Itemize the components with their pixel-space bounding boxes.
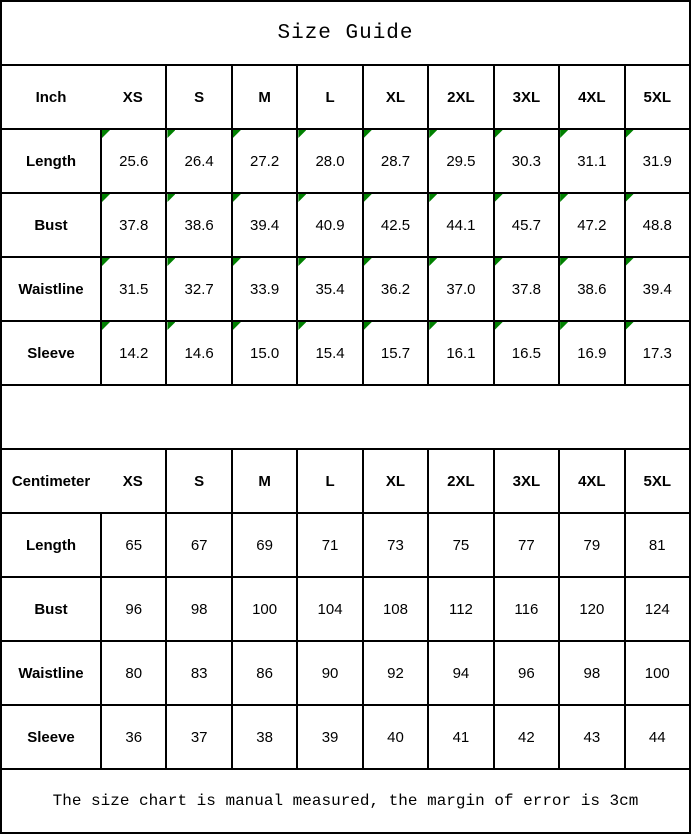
size-column-header: XL bbox=[362, 450, 427, 512]
measurement-value: 98 bbox=[583, 664, 601, 682]
measurement-value: 44 bbox=[648, 728, 666, 746]
cm-table-body bbox=[2, 512, 689, 768]
measurement-value-cell bbox=[493, 322, 558, 384]
measurement-value: 29.5 bbox=[446, 152, 476, 170]
size-column-header: 2XL bbox=[427, 450, 492, 512]
measurement-row bbox=[2, 512, 689, 576]
measurement-value-cell bbox=[493, 642, 558, 704]
green-corner-flag-icon bbox=[167, 130, 175, 138]
measurement-value-cell bbox=[624, 514, 689, 576]
size-column-header: 2XL bbox=[427, 66, 492, 128]
measurement-value: 100 bbox=[252, 600, 278, 618]
measurement-value: 43 bbox=[583, 728, 601, 746]
green-corner-flag-icon bbox=[233, 130, 241, 138]
measurement-value: 28.0 bbox=[315, 152, 345, 170]
measurement-value-cell bbox=[100, 642, 165, 704]
measurement-value-cell bbox=[558, 642, 623, 704]
measurement-value-cell bbox=[362, 194, 427, 256]
page-title: Size Guide bbox=[277, 21, 414, 45]
measurement-value-cell bbox=[427, 514, 492, 576]
green-corner-flag-icon bbox=[233, 194, 241, 202]
measurement-value-cell bbox=[100, 258, 165, 320]
size-column-header: M bbox=[231, 450, 296, 512]
measurement-value: 36.2 bbox=[380, 280, 411, 298]
measurement-label: Length bbox=[26, 536, 76, 554]
green-corner-flag-icon bbox=[560, 322, 568, 330]
measurement-value-cell bbox=[558, 706, 623, 768]
measurement-value-cell bbox=[493, 130, 558, 192]
measurement-value-cell bbox=[231, 194, 296, 256]
measurement-value-cell bbox=[493, 194, 558, 256]
size-column-header: XS bbox=[122, 472, 143, 490]
footer-note: The size chart is manual measured, the margin of error is 3cm bbox=[2, 768, 689, 832]
measurement-value: 83 bbox=[190, 664, 208, 682]
cm-header-row bbox=[2, 448, 689, 512]
measurement-value: 96 bbox=[125, 600, 143, 618]
measurement-value: 33.9 bbox=[250, 280, 280, 298]
measurement-row bbox=[2, 128, 689, 192]
green-corner-flag-icon bbox=[495, 258, 503, 266]
size-column-header: XS bbox=[122, 88, 143, 106]
measurement-value: 112 bbox=[448, 600, 473, 618]
size-column-header: 3XL bbox=[493, 66, 558, 128]
measurement-value-cell bbox=[624, 194, 689, 256]
measurement-row bbox=[2, 256, 689, 320]
measurement-value: 71 bbox=[321, 536, 339, 554]
measurement-value-cell bbox=[558, 514, 623, 576]
measurement-value: 96 bbox=[518, 664, 535, 682]
measurement-value: 98 bbox=[190, 600, 208, 618]
measurement-value: 31.1 bbox=[577, 152, 607, 170]
measurement-value: 69 bbox=[256, 536, 273, 554]
measurement-label: Waistline bbox=[18, 280, 84, 298]
measurement-value: 90 bbox=[321, 664, 339, 682]
green-corner-flag-icon bbox=[626, 194, 634, 202]
green-corner-flag-icon bbox=[429, 130, 437, 138]
measurement-value-cell bbox=[231, 130, 296, 192]
measurement-value-cell bbox=[231, 578, 296, 640]
measurement-value: 36 bbox=[125, 728, 143, 746]
measurement-value-cell bbox=[296, 258, 361, 320]
measurement-value-cell bbox=[493, 258, 558, 320]
measurement-row bbox=[2, 192, 689, 256]
measurement-value-cell bbox=[624, 258, 689, 320]
measurement-value-cell bbox=[231, 642, 296, 704]
measurement-value: 15.0 bbox=[250, 344, 280, 362]
measurement-value: 40 bbox=[387, 728, 404, 746]
inch-table-body bbox=[2, 128, 689, 384]
measurement-value-cell bbox=[427, 578, 492, 640]
measurement-value-cell bbox=[165, 194, 230, 256]
measurement-value-cell bbox=[624, 578, 689, 640]
measurement-value: 37 bbox=[190, 728, 208, 746]
measurement-value-cell bbox=[427, 194, 492, 256]
measurement-value-cell bbox=[362, 514, 427, 576]
green-corner-flag-icon bbox=[298, 194, 306, 202]
measurement-label: Bust bbox=[34, 216, 68, 234]
measurement-value-cell bbox=[427, 706, 492, 768]
green-corner-flag-icon bbox=[298, 322, 306, 330]
measurement-value: 116 bbox=[514, 600, 539, 618]
measurement-value-cell bbox=[362, 130, 427, 192]
measurement-value: 38 bbox=[256, 728, 273, 746]
measurement-value: 40.9 bbox=[315, 216, 345, 234]
measurement-label: Bust bbox=[34, 600, 68, 618]
measurement-value: 42 bbox=[518, 728, 535, 746]
measurement-value-cell bbox=[624, 706, 689, 768]
measurement-value: 27.2 bbox=[250, 152, 280, 170]
measurement-value-cell bbox=[362, 322, 427, 384]
measurement-value-cell bbox=[296, 130, 361, 192]
measurement-value: 14.6 bbox=[184, 344, 214, 362]
measurement-value: 37.0 bbox=[446, 280, 476, 298]
measurement-value: 77 bbox=[518, 536, 535, 554]
measurement-value: 16.9 bbox=[577, 344, 607, 362]
measurement-value: 15.7 bbox=[380, 344, 411, 362]
green-corner-flag-icon bbox=[626, 322, 634, 330]
measurement-row bbox=[2, 704, 689, 768]
measurement-value: 92 bbox=[387, 664, 404, 682]
green-corner-flag-icon bbox=[626, 130, 634, 138]
measurement-value: 39.4 bbox=[250, 216, 280, 234]
green-corner-flag-icon bbox=[495, 130, 503, 138]
green-corner-flag-icon bbox=[429, 322, 437, 330]
measurement-row bbox=[2, 576, 689, 640]
measurement-value: 42.5 bbox=[380, 216, 411, 234]
green-corner-flag-icon bbox=[298, 258, 306, 266]
size-column-header: S bbox=[165, 66, 230, 128]
measurement-value-cell bbox=[493, 514, 558, 576]
green-corner-flag-icon bbox=[626, 258, 634, 266]
measurement-value-cell bbox=[165, 130, 230, 192]
measurement-value-cell bbox=[165, 322, 230, 384]
measurement-value-cell bbox=[362, 706, 427, 768]
measurement-value-cell bbox=[624, 130, 689, 192]
measurement-value: 104 bbox=[317, 600, 343, 618]
measurement-value-cell bbox=[296, 706, 361, 768]
measurement-value-cell bbox=[558, 258, 623, 320]
measurement-value-cell bbox=[296, 642, 361, 704]
measurement-value-cell bbox=[231, 514, 296, 576]
measurement-value: 94 bbox=[452, 664, 470, 682]
measurement-row bbox=[2, 640, 689, 704]
measurement-value-cell bbox=[493, 706, 558, 768]
measurement-value-cell bbox=[100, 130, 165, 192]
measurement-value: 25.6 bbox=[119, 152, 149, 170]
green-corner-flag-icon bbox=[364, 130, 372, 138]
measurement-value: 120 bbox=[579, 600, 605, 618]
green-corner-flag-icon bbox=[167, 258, 175, 266]
measurement-label: Waistline bbox=[18, 664, 84, 682]
measurement-value: 65 bbox=[125, 536, 143, 554]
measurement-value-cell bbox=[558, 322, 623, 384]
size-column-header: 4XL bbox=[558, 66, 623, 128]
measurement-value: 124 bbox=[644, 600, 670, 618]
measurement-value-cell bbox=[100, 706, 165, 768]
green-corner-flag-icon bbox=[102, 130, 110, 138]
green-corner-flag-icon bbox=[102, 258, 110, 266]
inch-header-row bbox=[2, 64, 689, 128]
green-corner-flag-icon bbox=[233, 258, 241, 266]
green-corner-flag-icon bbox=[495, 194, 503, 202]
measurement-value-cell bbox=[231, 258, 296, 320]
green-corner-flag-icon bbox=[495, 322, 503, 330]
measurement-value: 38.6 bbox=[184, 216, 214, 234]
measurement-value: 41 bbox=[452, 728, 470, 746]
measurement-value: 30.3 bbox=[511, 152, 541, 170]
measurement-value: 48.8 bbox=[642, 216, 672, 234]
green-corner-flag-icon bbox=[102, 194, 110, 202]
measurement-value: 67 bbox=[190, 536, 208, 554]
measurement-value: 47.2 bbox=[577, 216, 607, 234]
measurement-value: 80 bbox=[125, 664, 143, 682]
measurement-value: 35.4 bbox=[315, 280, 345, 298]
measurement-value-cell bbox=[427, 130, 492, 192]
measurement-label: Sleeve bbox=[27, 728, 75, 746]
measurement-value-cell bbox=[558, 130, 623, 192]
green-corner-flag-icon bbox=[102, 322, 110, 330]
measurement-value: 17.3 bbox=[642, 344, 672, 362]
green-corner-flag-icon bbox=[560, 258, 568, 266]
measurement-value: 38.6 bbox=[577, 280, 607, 298]
green-corner-flag-icon bbox=[364, 258, 372, 266]
measurement-value-cell bbox=[231, 322, 296, 384]
measurement-value-cell bbox=[624, 642, 689, 704]
green-corner-flag-icon bbox=[233, 322, 241, 330]
green-corner-flag-icon bbox=[364, 322, 372, 330]
measurement-value-cell bbox=[427, 258, 492, 320]
measurement-value-cell bbox=[231, 706, 296, 768]
measurement-value-cell bbox=[296, 514, 361, 576]
unit-label-centimeter: Centimeter bbox=[11, 472, 91, 490]
green-corner-flag-icon bbox=[560, 130, 568, 138]
spacer-row bbox=[2, 384, 689, 448]
measurement-value: 81 bbox=[648, 536, 666, 554]
measurement-value: 32.7 bbox=[184, 280, 214, 298]
green-corner-flag-icon bbox=[364, 194, 372, 202]
measurement-value-cell bbox=[624, 322, 689, 384]
measurement-value-cell bbox=[165, 514, 230, 576]
size-column-header: L bbox=[296, 66, 361, 128]
measurement-value: 37.8 bbox=[511, 280, 541, 298]
measurement-value: 75 bbox=[452, 536, 470, 554]
measurement-value: 26.4 bbox=[184, 152, 214, 170]
measurement-value: 14.2 bbox=[119, 344, 149, 362]
measurement-value-cell bbox=[362, 642, 427, 704]
measurement-value-cell bbox=[296, 194, 361, 256]
measurement-value-cell bbox=[165, 578, 230, 640]
measurement-value-cell bbox=[427, 322, 492, 384]
measurement-value-cell bbox=[362, 578, 427, 640]
measurement-label: Length bbox=[26, 152, 76, 170]
measurement-value: 100 bbox=[644, 664, 670, 682]
green-corner-flag-icon bbox=[167, 194, 175, 202]
green-corner-flag-icon bbox=[560, 194, 568, 202]
measurement-value: 16.1 bbox=[446, 344, 476, 362]
measurement-value-cell bbox=[100, 514, 165, 576]
green-corner-flag-icon bbox=[298, 130, 306, 138]
size-column-header: S bbox=[165, 450, 230, 512]
size-column-header: XL bbox=[362, 66, 427, 128]
green-corner-flag-icon bbox=[167, 322, 175, 330]
measurement-value-cell bbox=[427, 642, 492, 704]
measurement-value: 108 bbox=[382, 600, 408, 618]
measurement-value-cell bbox=[362, 258, 427, 320]
measurement-value: 37.8 bbox=[119, 216, 149, 234]
size-column-header: 5XL bbox=[624, 66, 689, 128]
size-column-header: 4XL bbox=[558, 450, 623, 512]
measurement-value-cell bbox=[165, 642, 230, 704]
green-corner-flag-icon bbox=[429, 258, 437, 266]
measurement-value: 15.4 bbox=[315, 344, 345, 362]
measurement-value-cell bbox=[100, 578, 165, 640]
measurement-value-cell bbox=[558, 578, 623, 640]
unit-label-inch: Inch bbox=[35, 88, 67, 106]
size-column-header: 3XL bbox=[493, 450, 558, 512]
measurement-value: 39 bbox=[321, 728, 339, 746]
measurement-value: 39.4 bbox=[642, 280, 672, 298]
green-corner-flag-icon bbox=[429, 194, 437, 202]
measurement-value: 16.5 bbox=[511, 344, 541, 362]
measurement-value-cell bbox=[493, 578, 558, 640]
measurement-value: 79 bbox=[583, 536, 601, 554]
measurement-value: 28.7 bbox=[380, 152, 411, 170]
measurement-value: 31.9 bbox=[642, 152, 672, 170]
measurement-value-cell bbox=[296, 322, 361, 384]
measurement-value: 45.7 bbox=[511, 216, 541, 234]
measurement-value-cell bbox=[100, 322, 165, 384]
measurement-value: 31.5 bbox=[119, 280, 149, 298]
measurement-value: 73 bbox=[387, 536, 404, 554]
measurement-label: Sleeve bbox=[27, 344, 75, 362]
size-column-header: L bbox=[296, 450, 361, 512]
measurement-value-cell bbox=[558, 194, 623, 256]
measurement-value-cell bbox=[100, 194, 165, 256]
measurement-value-cell bbox=[165, 706, 230, 768]
measurement-value: 44.1 bbox=[446, 216, 476, 234]
measurement-row bbox=[2, 320, 689, 384]
size-column-header: 5XL bbox=[624, 450, 689, 512]
measurement-value-cell bbox=[296, 578, 361, 640]
measurement-value-cell bbox=[165, 258, 230, 320]
size-column-header: M bbox=[231, 66, 296, 128]
measurement-value: 86 bbox=[256, 664, 273, 682]
